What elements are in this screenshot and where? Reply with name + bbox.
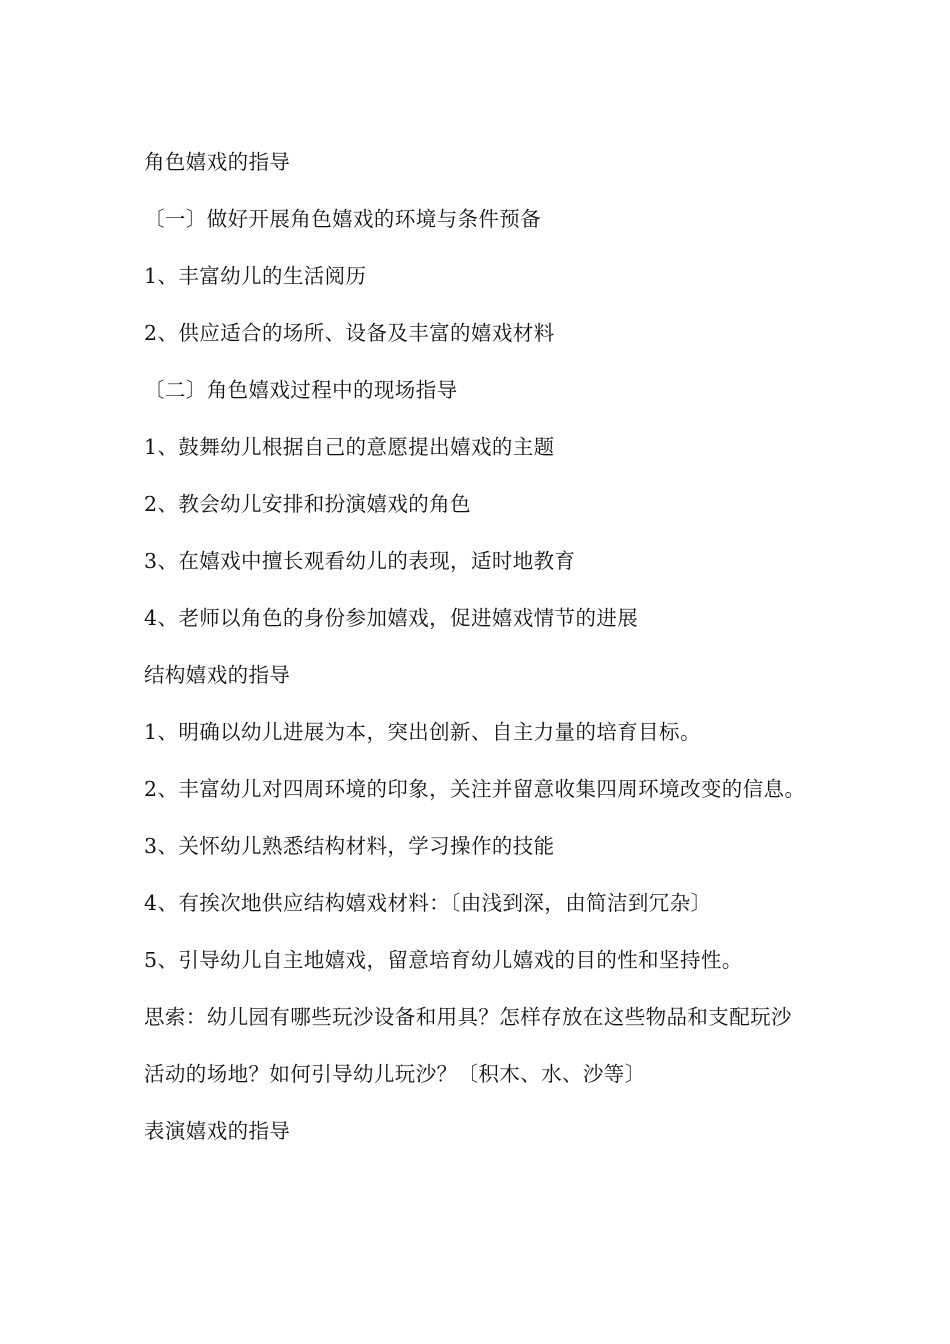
heading-performance-play: 表演嬉戏的指导 <box>144 1119 291 1143</box>
reflection-question: 思索：幼儿园有哪些玩沙设备和用具？怎样存放在这些物品和支配玩沙活动的场地？如何引导幼儿玩沙？〔积木、水、沙等〕 <box>144 1005 792 1086</box>
list-item: 4、老师以角色的身份参加嬉戏，促进嬉戏情节的进展 <box>144 606 639 630</box>
subheading-onsite-guidance: 〔二〕角色嬉戏过程中的现场指导 <box>144 378 458 402</box>
subheading-environment: 〔一〕做好开展角色嬉戏的环境与条件预备 <box>144 207 542 231</box>
list-item: 2、丰富幼儿对四周环境的印象，关注并留意收集四周环境改变的信息。 <box>144 777 806 801</box>
list-item: 3、在嬉戏中擅长观看幼儿的表现，适时地教育 <box>144 549 576 573</box>
heading-role-play: 角色嬉戏的指导 <box>144 150 291 174</box>
list-item: 1、丰富幼儿的生活阅历 <box>144 264 367 288</box>
list-item: 1、明确以幼儿进展为本，突出创新、自主力量的培育目标。 <box>144 720 701 744</box>
list-item: 4、有挨次地供应结构嬉戏材料：〔由浅到深，由简洁到冗杂〕 <box>144 891 712 915</box>
list-item: 3、关怀幼儿熟悉结构材料，学习操作的技能 <box>144 834 555 858</box>
list-item: 1、鼓舞幼儿根据自己的意愿提出嬉戏的主题 <box>144 435 555 459</box>
list-item: 2、供应适合的场所、设备及丰富的嬉戏材料 <box>144 321 555 345</box>
heading-construction-play: 结构嬉戏的指导 <box>144 663 291 687</box>
list-item: 2、教会幼儿安排和扮演嬉戏的角色 <box>144 492 471 516</box>
list-item: 5、引导幼儿自主地嬉戏，留意培育幼儿嬉戏的目的性和坚持性。 <box>144 948 743 972</box>
document-body <box>144 134 814 1160</box>
